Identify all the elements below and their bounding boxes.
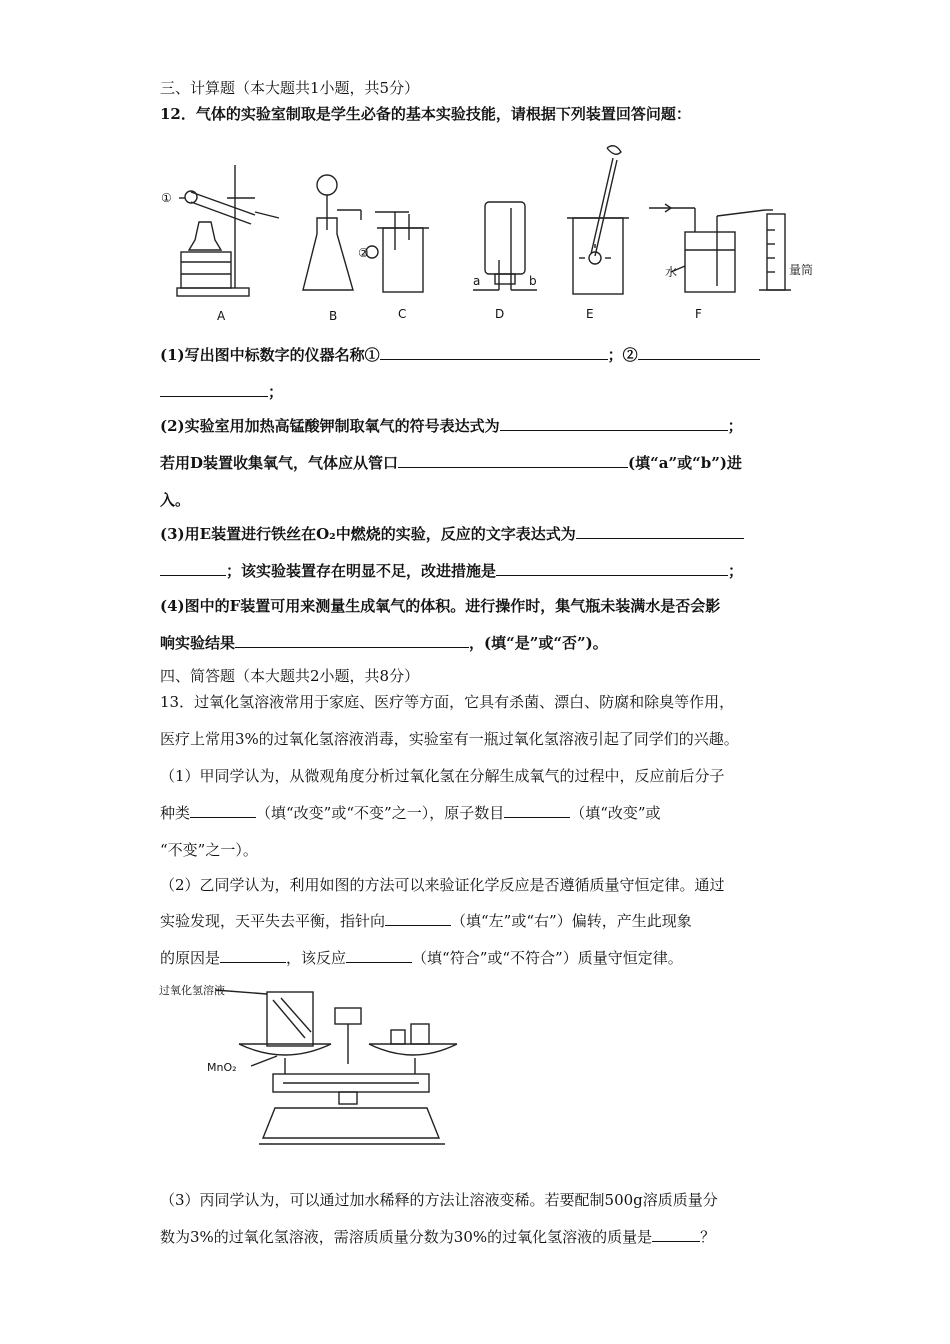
blank-solution-mass[interactable]: [652, 1227, 700, 1242]
q13-line10: [160, 1227, 715, 1247]
q12-p1-end: ；: [268, 383, 284, 401]
q12-part4-line2: [160, 633, 608, 653]
blank-molecule-type[interactable]: [190, 803, 256, 818]
blank-improvement[interactable]: [496, 561, 728, 576]
blank-instrument-2[interactable]: [638, 345, 760, 360]
q13-line3: （1）甲同学认为，从微观角度分析过氧化氢在分解生成氧气的过程中，反应前后分子: [160, 767, 725, 785]
q12-p3-text: (3)用E装置进行铁丝在O₂中燃烧的实验，反应的文字表达式为: [160, 525, 576, 543]
q13-line6: （2）乙同学认为，利用如图的方法可以来验证化学反应是否遵循质量守恒定律。通过: [160, 876, 725, 894]
q13-l8-text: 的原因是: [160, 949, 221, 967]
q12-p3-improve: ；该实验装置存在明显不足，改进措施是: [226, 562, 497, 580]
q12-p4-hint: ，(填“是”或“否”)。: [469, 634, 608, 652]
q12-part2-line1: [160, 416, 743, 436]
apparatus-d: [473, 202, 537, 290]
blank-instrument-1[interactable]: [380, 345, 608, 360]
blank-pipe-choice[interactable]: [398, 453, 628, 468]
q12-part3-line2: [160, 561, 743, 581]
apparatus-c: [366, 212, 429, 292]
q12-stem: 12．气体的实验室制取是学生必备的基本实验技能，请根据下列装置回答问题：: [160, 105, 691, 123]
q12-p2-hint: (填“a”或“b”)进: [628, 454, 742, 472]
q12-part1-line2: [160, 382, 283, 402]
q12-p1-text: (1)写出图中标数字的仪器名称①: [160, 346, 380, 364]
q12-p1-sep: ；②: [607, 346, 638, 364]
q13-l4-end: （填“改变”或: [570, 804, 661, 822]
blank-conforms[interactable]: [346, 948, 412, 963]
q12-part2-line3: 入。: [160, 491, 191, 509]
cylinder-label: 量筒: [789, 263, 814, 277]
q12-p3-end: ；: [728, 562, 744, 580]
q13-l8-mid: ，该反应: [286, 949, 347, 967]
balance-figure: [155, 978, 475, 1158]
q13-l7-end: （填“左”或“右”）偏转，产生此现象: [451, 912, 692, 930]
section3-heading: 三、计算题（本大题共1小题，共5分）: [160, 79, 420, 97]
q13-line5: “不变”之一）。: [160, 841, 258, 859]
apparatus-e: [567, 146, 629, 294]
pipe-a-label: a: [473, 274, 481, 288]
q13-line1: 13．过氧化氢溶液常用于家庭、医疗等方面，它具有杀菌、漂白、防腐和除臭等作用，: [160, 693, 735, 711]
blank-word-equation[interactable]: [576, 524, 744, 539]
q12-part1-line: [160, 345, 760, 365]
water-label: 水: [665, 265, 678, 279]
q12-part3-line1: [160, 524, 744, 544]
q12-part2-line2: [160, 453, 742, 473]
label-e: E: [586, 307, 594, 321]
mno2-label: MnO₂: [207, 1061, 237, 1074]
q13-l10-text: 数为3%的过氧化氢溶液，需溶质质量分数为30%的过氧化氢溶液的质量是: [160, 1228, 653, 1246]
q13-l10-end: ？: [700, 1228, 716, 1246]
q12-part4-line1: (4)图中的F装置可用来测量生成氧气的体积。进行操作时，集气瓶未装满水是否会影: [160, 597, 721, 615]
blank-reason[interactable]: [220, 948, 286, 963]
q13-l8-end: （填“符合”或“不符合”）质量守恒定律。: [412, 949, 683, 967]
q13-l4-text: 种类: [160, 804, 191, 822]
pipe-b-label: b: [529, 274, 537, 288]
marker-2: ②: [358, 246, 369, 260]
q13-line2: 医疗上常用3%的过氧化氢溶液消毒，实验室有一瓶过氧化氢溶液引起了同学们的兴趣。: [160, 730, 739, 748]
apparatus-a: [177, 165, 279, 296]
blank-kmno4-equation[interactable]: [500, 416, 728, 431]
blank-atom-count[interactable]: [504, 803, 570, 818]
q12-p2-text: (2)实验室用加热高锰酸钾制取氧气的符号表达式为: [160, 417, 500, 435]
q13-l7-text: 实验发现，天平失去平衡，指针向: [160, 912, 386, 930]
q12-p4-text: 响实验结果: [160, 634, 236, 652]
blank-affect-result[interactable]: [235, 633, 469, 648]
q12-p2-end: ；: [727, 417, 743, 435]
label-b: B: [329, 309, 338, 323]
label-c: C: [398, 307, 407, 321]
label-f: F: [695, 307, 702, 321]
blank-word-equation-cont[interactable]: [160, 561, 226, 576]
h2o2-label: 过氧化氢溶液: [159, 984, 225, 997]
q13-line8: [160, 948, 683, 968]
q13-line4: [160, 803, 661, 823]
q12-p2-d-text: 若用D装置收集氧气，气体应从管口: [160, 454, 399, 472]
apparatus-figure: [155, 140, 835, 325]
q13-line7: [160, 911, 692, 931]
blank-pointer-direction[interactable]: [385, 911, 451, 926]
label-d: D: [495, 307, 505, 321]
label-a: A: [217, 309, 226, 323]
q13-l4-mid: （填“改变”或“不变”之一），原子数目: [256, 804, 505, 822]
marker-1: ①: [161, 191, 172, 205]
section4-heading: 四、简答题（本大题共2小题，共8分）: [160, 667, 420, 685]
q13-line9: （3）丙同学认为，可以通过加水稀释的方法让溶液变稀。若要配制500g溶质质量分: [160, 1191, 718, 1209]
blank-instrument-2-cont[interactable]: [160, 382, 268, 397]
apparatus-b: [303, 175, 361, 290]
